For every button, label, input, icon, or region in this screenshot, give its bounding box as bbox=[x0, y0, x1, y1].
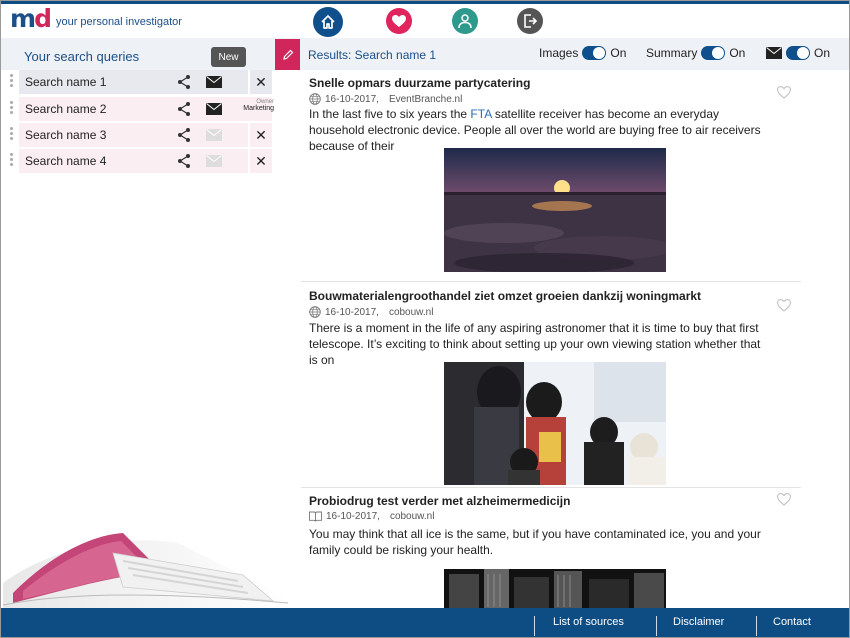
drag-handle-icon[interactable] bbox=[10, 153, 13, 169]
owner-info bbox=[230, 99, 274, 112]
logo-d: d bbox=[34, 4, 51, 33]
article-title[interactable]: Bouwmaterialengroothandel ziet omzet groeien dankzij woningmarkt bbox=[309, 289, 702, 303]
logo-m: m bbox=[10, 4, 35, 33]
footer-divider bbox=[756, 616, 757, 636]
article-summary bbox=[309, 106, 769, 154]
list-of-sources-link[interactable]: List of sources bbox=[553, 616, 624, 628]
owner-value: Marketing bbox=[243, 105, 274, 112]
article-card[interactable] bbox=[301, 488, 801, 608]
envelope-icon bbox=[766, 47, 782, 59]
article-meta bbox=[309, 511, 434, 522]
results-list bbox=[301, 70, 801, 608]
article-summary: You may think that all ice is the same, but if you have contaminated ice, you and your family could be risking your health. bbox=[309, 527, 761, 557]
share-icon[interactable] bbox=[176, 153, 192, 169]
heart-outline-icon[interactable] bbox=[777, 493, 791, 506]
article-source[interactable]: cobouw.nl bbox=[389, 511, 435, 522]
footer-divider bbox=[534, 616, 535, 636]
query-row[interactable] bbox=[19, 123, 272, 147]
envelope-icon[interactable] bbox=[206, 76, 222, 88]
envelope-icon[interactable] bbox=[206, 155, 222, 167]
article-meta bbox=[309, 306, 433, 318]
heart-outline-icon[interactable] bbox=[777, 86, 791, 99]
logo[interactable] bbox=[10, 4, 182, 33]
query-name[interactable]: Search name 3 bbox=[25, 128, 107, 142]
article-title[interactable]: Probiodrug test verder met alzheimermedicijn bbox=[309, 494, 571, 508]
share-icon[interactable] bbox=[176, 101, 192, 117]
globe-icon bbox=[309, 93, 321, 105]
drag-handle-icon[interactable] bbox=[10, 127, 13, 143]
search-queries-title: Your search queries bbox=[24, 49, 140, 64]
mail-toggle[interactable] bbox=[786, 46, 810, 60]
footer-divider bbox=[656, 616, 657, 636]
share-icon[interactable] bbox=[176, 127, 192, 143]
drag-handle-icon[interactable] bbox=[10, 74, 13, 90]
disclaimer-link[interactable]: Disclaimer bbox=[673, 616, 725, 628]
envelope-icon[interactable] bbox=[206, 103, 222, 115]
drag-handle-icon[interactable] bbox=[10, 101, 13, 117]
query-name[interactable]: Search name 4 bbox=[25, 154, 107, 168]
contact-link[interactable]: Contact bbox=[773, 616, 811, 628]
summary-toggle[interactable] bbox=[701, 46, 725, 60]
images-toggle[interactable] bbox=[582, 46, 606, 60]
close-icon[interactable]: ✕ bbox=[248, 149, 272, 173]
logo-tagline: your personal investigator bbox=[55, 16, 182, 28]
article-summary: There is a moment in the life of any aspiring astronomer that it is time to buy that first telescope. It’s exciting to think about setting up your own viewing station whether that is on bbox=[309, 321, 761, 367]
header bbox=[1, 4, 850, 38]
people-image[interactable] bbox=[444, 362, 666, 485]
magazine-illustration bbox=[3, 513, 288, 608]
heart-outline-icon[interactable] bbox=[777, 299, 791, 312]
user-icon[interactable] bbox=[452, 8, 478, 34]
summary-toggle-state: On bbox=[729, 46, 746, 60]
mail-toggle-group bbox=[766, 46, 830, 60]
article-date: 16-10-2017, bbox=[325, 93, 379, 105]
share-icon[interactable] bbox=[176, 74, 192, 90]
article-title[interactable]: Snelle opmars duurzame partycatering bbox=[309, 76, 531, 90]
book-icon bbox=[309, 511, 322, 522]
query-row[interactable] bbox=[19, 70, 272, 94]
globe-icon bbox=[309, 306, 321, 318]
new-query-button[interactable]: New bbox=[211, 47, 246, 67]
close-icon[interactable]: ✕ bbox=[248, 70, 272, 94]
owner-label: Owner bbox=[256, 99, 274, 105]
query-row[interactable] bbox=[19, 149, 272, 173]
pencil-icon bbox=[282, 49, 294, 61]
heart-icon[interactable] bbox=[386, 8, 412, 34]
edit-button[interactable] bbox=[275, 39, 300, 70]
article-meta bbox=[309, 93, 462, 105]
article-source[interactable]: cobouw.nl bbox=[388, 306, 434, 318]
sunset-image[interactable] bbox=[444, 148, 666, 272]
footer bbox=[1, 608, 850, 638]
images-toggle-label: Images bbox=[539, 46, 579, 60]
images-toggle-state: On bbox=[610, 46, 627, 60]
query-row[interactable] bbox=[19, 97, 272, 121]
summary-link[interactable]: FTA bbox=[470, 107, 492, 121]
summary-toggle-group bbox=[646, 46, 745, 60]
article-card[interactable] bbox=[301, 70, 801, 281]
query-name[interactable]: Search name 2 bbox=[25, 102, 107, 116]
article-date: 16-10-2017, bbox=[326, 511, 380, 522]
query-name[interactable]: Search name 1 bbox=[25, 75, 107, 89]
article-source[interactable]: EventBranche.nl bbox=[388, 93, 463, 105]
summary-toggle-label: Summary bbox=[646, 46, 698, 60]
results-title: Results: Search name 1 bbox=[308, 48, 437, 62]
envelope-icon[interactable] bbox=[206, 129, 222, 141]
city-image[interactable] bbox=[444, 569, 666, 608]
close-icon[interactable]: ✕ bbox=[248, 123, 272, 147]
summary-text: In the last five to six years the bbox=[309, 107, 471, 121]
images-toggle-group bbox=[539, 46, 626, 60]
article-date: 16-10-2017, bbox=[325, 306, 379, 318]
summary-text: satellite receiver has become an everyday household electronic device. People all over the world are buying free to air receivers because of their bbox=[309, 107, 761, 153]
mail-toggle-state: On bbox=[814, 46, 831, 60]
home-icon[interactable] bbox=[313, 7, 343, 37]
logout-icon[interactable] bbox=[517, 8, 543, 34]
article-card[interactable] bbox=[301, 282, 801, 487]
